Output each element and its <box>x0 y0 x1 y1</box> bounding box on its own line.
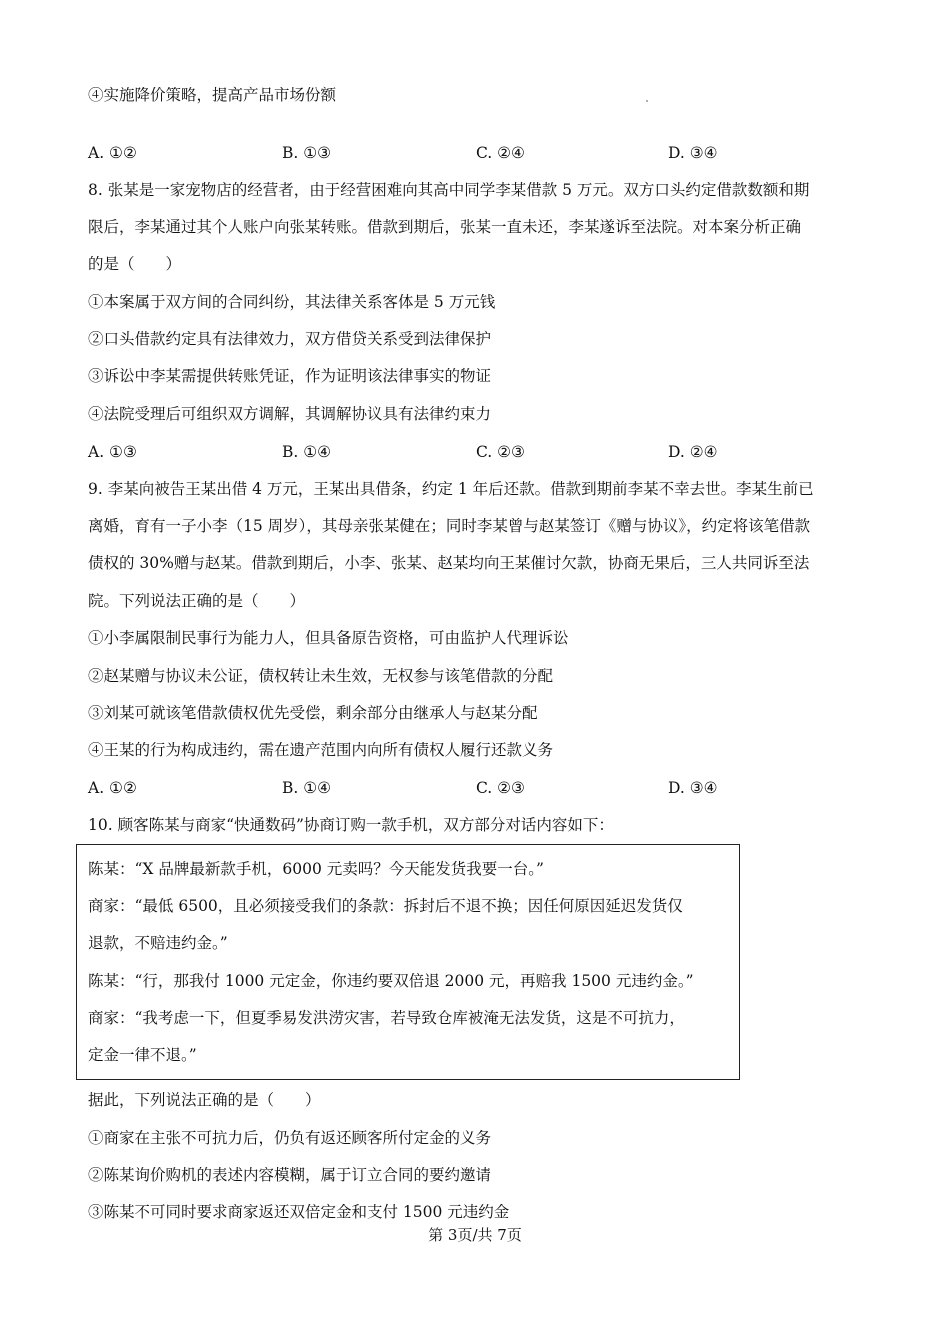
q10-item-1: ①商家在主张不可抗力后，仍负有返还顾客所付定金的义务 <box>88 1129 492 1147</box>
q7-option-d: D. ③④ <box>668 144 718 162</box>
page-footer: 第 3页/共 7页 <box>428 1226 522 1244</box>
dialog-line-3: 退款，不赔违约金。” <box>88 934 228 952</box>
q9-item-1: ①小李属限制民事行为能力人，但具备原告资格，可由监护人代理诉讼 <box>88 629 569 647</box>
q10-item-2: ②陈某询价购机的表述内容模糊，属于订立合同的要约邀请 <box>88 1166 492 1184</box>
q9-item-2: ②赵某赠与协议未公证，债权转让未生效，无权参与该笔借款的分配 <box>88 667 554 685</box>
q7-option-c: C. ②④ <box>476 144 525 162</box>
dialog-line-1: 陈某：“X 品牌最新款手机，6000 元卖吗？今天能发货我要一台。” <box>88 860 544 878</box>
q8-option-c: C. ②③ <box>476 443 525 461</box>
q8-option-d: D. ②④ <box>668 443 718 461</box>
q8-option-a: A. ①③ <box>88 443 137 461</box>
q8-option-b: B. ①④ <box>282 443 332 461</box>
q9-stem-line-3: 债权的 30%赠与赵某。借款到期后，小李、张某、赵某均向王某催讨欠款，协商无果后，三人共同诉至法 <box>88 554 810 572</box>
q9-option-a: A. ①② <box>88 779 137 797</box>
q9-item-3: ③刘某可就该笔借款债权优先受偿，剩余部分由继承人与赵某分配 <box>88 704 538 722</box>
q7-option-a: A. ①② <box>88 144 137 162</box>
q10-question: 据此，下列说法正确的是（ ） <box>88 1091 321 1109</box>
q8-stem-line-1: 8. 张某是一家宠物店的经营者，由于经营困难向其高中同学李某借款 5 万元。双方口头约定借款数额和期 <box>88 181 810 199</box>
q8-item-1: ①本案属于双方间的合同纠纷，其法律关系客体是 5 万元钱 <box>88 293 496 311</box>
q9-item-4: ④王某的行为构成违约，需在遗产范围内向所有债权人履行还款义务 <box>88 741 554 759</box>
scan-dot <box>646 100 648 102</box>
q9-stem-line-1: 9. 李某向被告王某出借 4 万元，王某出具借条，约定 1 年后还款。借款到期前李某不幸去世。李某生前已 <box>88 480 814 498</box>
dialog-line-2: 商家：“最低 6500，且必须接受我们的条款：拆封后不退不换；因任何原因延迟发货仅 <box>88 897 683 915</box>
q8-item-4: ④法院受理后可组织双方调解，其调解协议具有法律约束力 <box>88 405 492 423</box>
q9-option-d: D. ③④ <box>668 779 718 797</box>
q10-stem: 10. 顾客陈某与商家“快通数码”协商订购一款手机，双方部分对话内容如下： <box>88 816 614 834</box>
q8-stem-line-3: 的是（ ） <box>88 255 182 273</box>
dialog-line-6: 定金一律不退。” <box>88 1046 197 1064</box>
dialog-line-4: 陈某：“行，那我付 1000 元定金，你违约要双倍退 2000 元，再赔我 1500 元违约金。” <box>88 972 694 990</box>
q8-item-3: ③诉讼中李某需提供转账凭证，作为证明该法律事实的物证 <box>88 367 492 385</box>
q10-item-3: ③陈某不可同时要求商家返还双倍定金和支付 1500 元违约金 <box>88 1203 510 1221</box>
q7-option-b: B. ①③ <box>282 144 332 162</box>
q8-stem-line-2: 限后，李某通过其个人账户向张某转账。借款到期后，张某一直未还，李某遂诉至法院。对本案分析正确 <box>88 218 802 236</box>
q9-option-b: B. ①④ <box>282 779 332 797</box>
q7-item-4: ④实施降价策略，提高产品市场份额 <box>88 86 337 104</box>
dialog-line-5: 商家：“我考虑一下，但夏季易发洪涝灾害，若导致仓库被淹无法发货，这是不可抗力， <box>88 1009 685 1027</box>
q9-stem-line-4: 院。下列说法正确的是（ ） <box>88 592 306 610</box>
q9-option-c: C. ②③ <box>476 779 525 797</box>
q8-item-2: ②口头借款约定具有法律效力，双方借贷关系受到法律保护 <box>88 330 492 348</box>
q9-stem-line-2: 离婚，育有一子小李（15 周岁），其母亲张某健在；同时李某曾与赵某签订《赠与协议》，约定将该笔借款 <box>88 517 811 535</box>
